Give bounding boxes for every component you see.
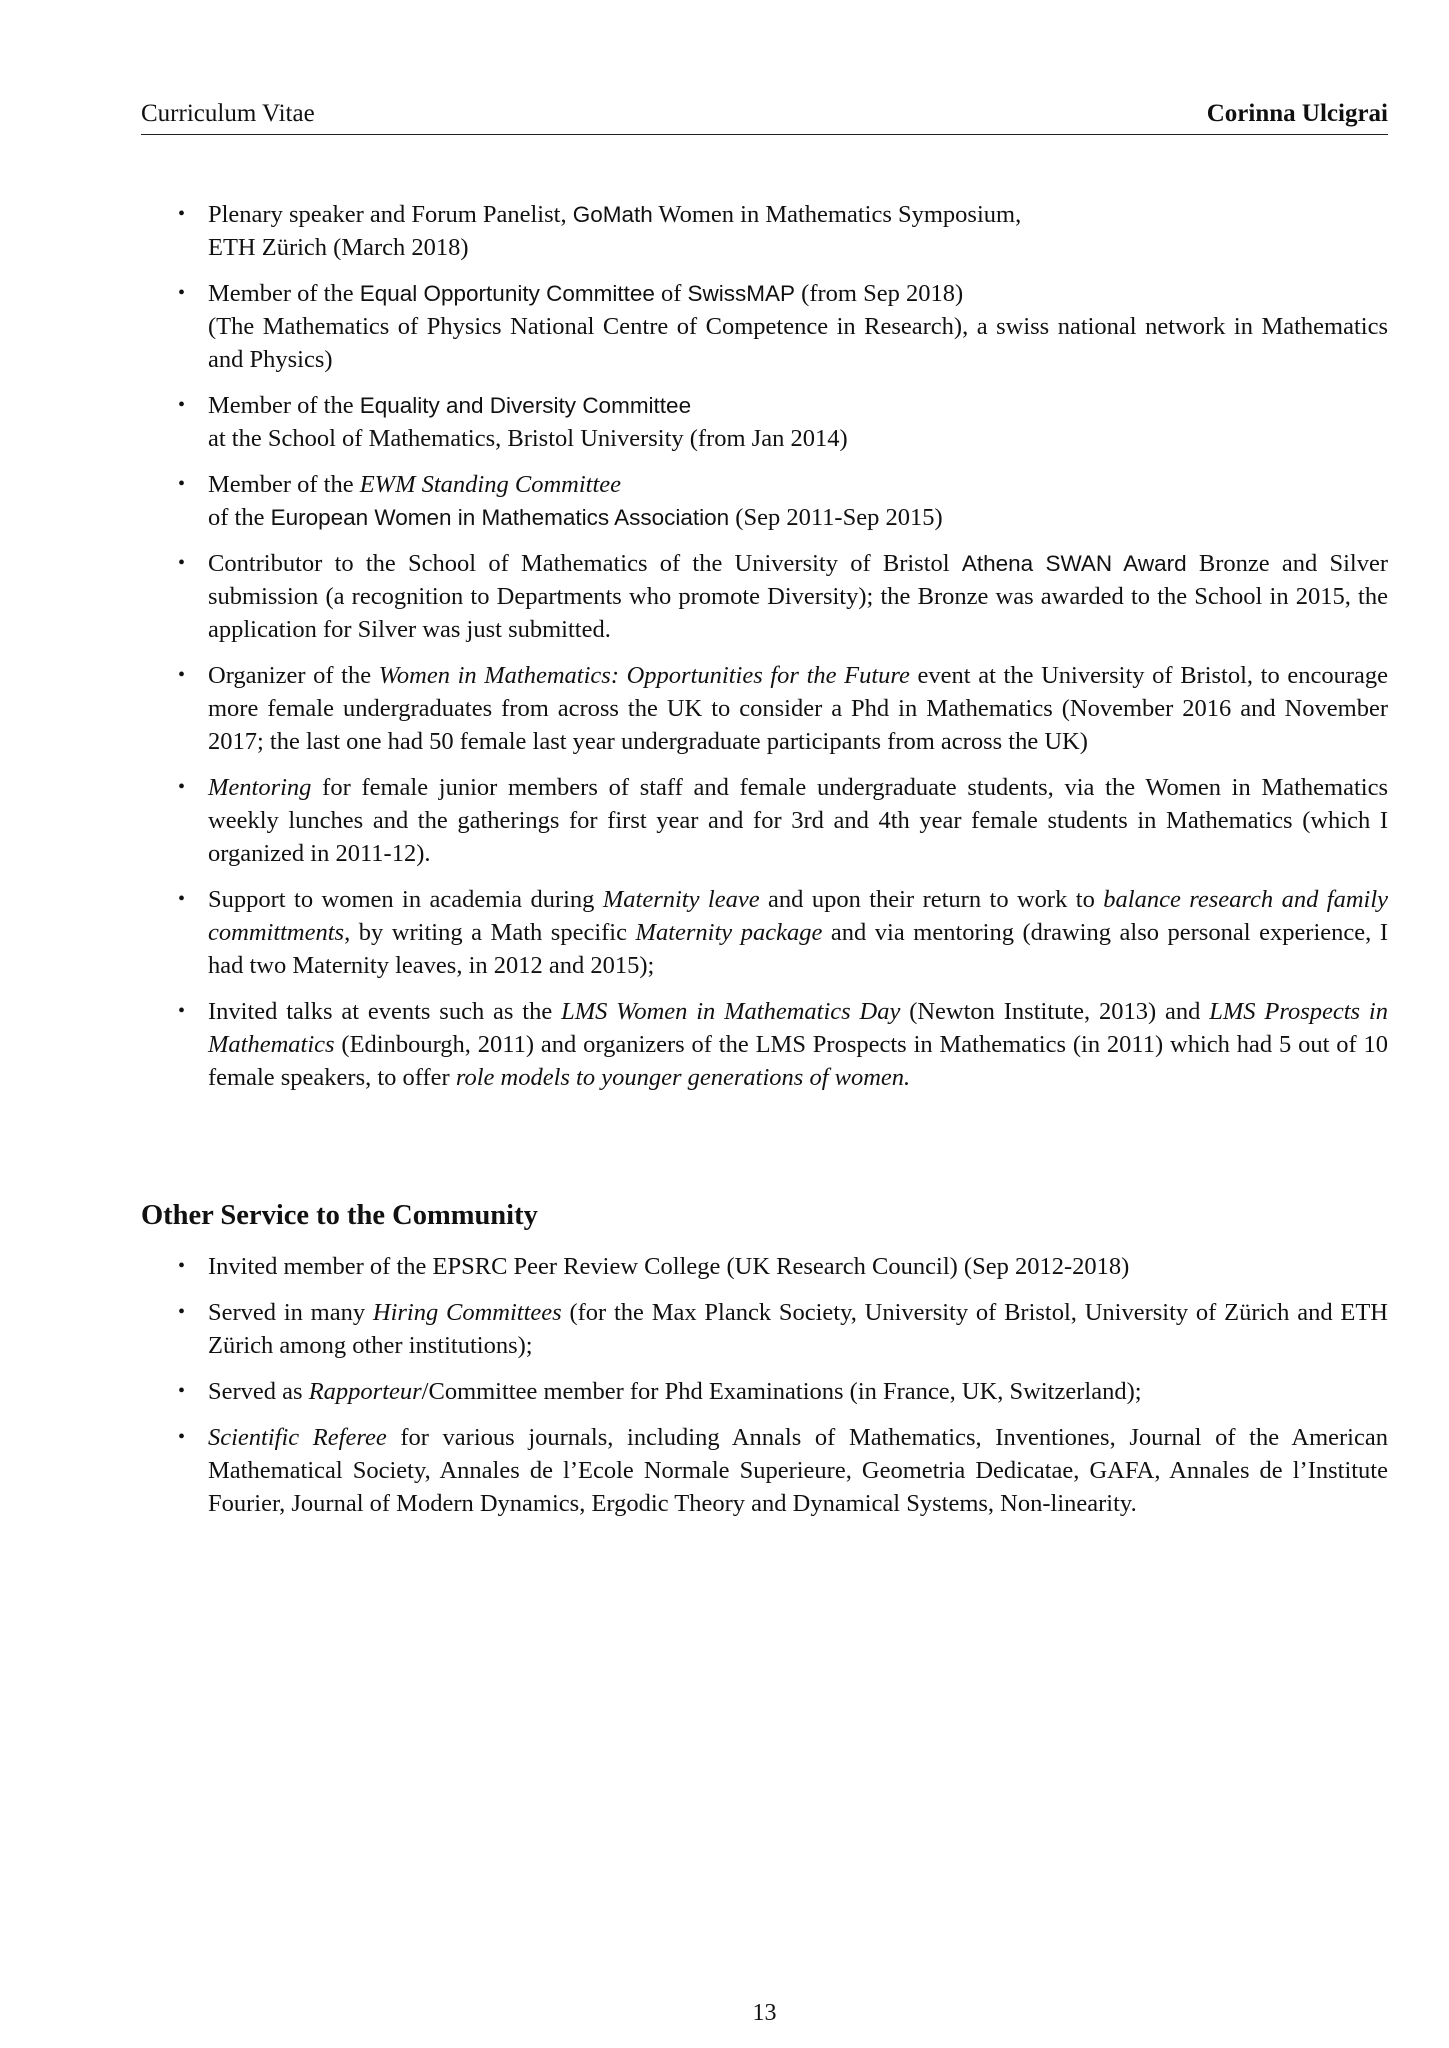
emphasis-text: EWM Standing Committee bbox=[359, 471, 622, 498]
item-text: Member of the bbox=[208, 471, 360, 498]
item-text: (for the Max Planck Society, University of Bristol, University of Zürich and ETH Zürich among other institutions); bbox=[208, 1299, 1388, 1359]
bullet-icon: • bbox=[178, 1301, 186, 1323]
bullet-icon: • bbox=[178, 1426, 186, 1448]
item-text: Member of the bbox=[208, 280, 360, 307]
item-text: of bbox=[654, 280, 688, 307]
highlighted-name: GoMath bbox=[572, 202, 653, 227]
list-item bbox=[141, 995, 1388, 1094]
bullet-icon: • bbox=[178, 282, 186, 304]
item-text: Member of the bbox=[208, 392, 360, 419]
list-item bbox=[141, 468, 1388, 534]
item-text: Served as bbox=[208, 1378, 309, 1405]
item-text: Served in many bbox=[208, 1299, 373, 1326]
item-text: Plenary speaker and Forum Panelist, bbox=[208, 201, 573, 228]
item-text: Bronze and Silver submission (a recognition to Departments who promote Diversity); the Bronze was awarded to the School in 2015, the application for Silver was just submitted. bbox=[208, 550, 1388, 643]
running-header bbox=[141, 98, 1388, 135]
item-text: for female junior members of staff and female undergraduate students, via the Women in Mathematics weekly lunches and the gatherings for first year and for 3rd and 4th year female students in Mathematics (which I organized in 2011-12). bbox=[208, 774, 1388, 867]
item-text: Organizer of the bbox=[208, 662, 379, 689]
emphasis-text: Rapporteur bbox=[308, 1378, 422, 1405]
bullet-icon: • bbox=[178, 776, 186, 798]
emphasis-text: role models to younger generations of women. bbox=[455, 1064, 911, 1091]
item-text: Women in Mathematics Symposium, bbox=[652, 201, 1022, 228]
emphasis-text: Women in Mathematics: Opportunities for the Future bbox=[378, 662, 910, 689]
item-text: Contributor to the School of Mathematics of the University of Bristol bbox=[208, 550, 962, 577]
bullet-icon: • bbox=[178, 664, 186, 686]
item-text: , by writing a Math specific bbox=[344, 919, 636, 946]
women-in-mathematics-list bbox=[141, 198, 1388, 1107]
list-item bbox=[141, 1375, 1388, 1408]
list-item bbox=[141, 659, 1388, 758]
highlighted-name: SwissMAP bbox=[687, 281, 796, 306]
item-text: Invited member of the EPSRC Peer Review College (UK Research Council) (Sep 2012-2018) bbox=[208, 1253, 1130, 1280]
highlighted-name: Equal Opportunity Committee bbox=[359, 281, 655, 306]
header-author-name: Corinna Ulcigrai bbox=[1206, 100, 1388, 127]
highlighted-name: Athena SWAN Award bbox=[961, 551, 1187, 576]
list-item bbox=[141, 771, 1388, 870]
item-text: Invited talks at events such as the bbox=[208, 998, 562, 1025]
bullet-icon: • bbox=[178, 1000, 186, 1022]
list-item bbox=[141, 389, 1388, 455]
bullet-icon: • bbox=[178, 394, 186, 416]
item-text: event at the University of Bristol, to encourage more female undergraduates from across the UK to consider a Phd in Mathematics (November 2016 and November 2017; the last one had 50 female last year undergraduate participants from across the UK) bbox=[208, 662, 1389, 755]
highlighted-name: Equality and Diversity Committee bbox=[359, 393, 692, 418]
list-item bbox=[141, 1421, 1388, 1520]
emphasis-text: Maternity package bbox=[635, 919, 823, 946]
list-item bbox=[141, 198, 1388, 264]
emphasis-text: Scientific Referee bbox=[208, 1424, 387, 1451]
bullet-icon: • bbox=[178, 888, 186, 910]
item-text: (Newton Institute, 2013) and bbox=[900, 998, 1210, 1025]
emphasis-text: balance research and family committments bbox=[208, 886, 1389, 946]
item-text: of the bbox=[208, 504, 271, 531]
emphasis-text: LMS Prospects in Mathematics bbox=[208, 998, 1388, 1058]
item-text: Support to women in academia during bbox=[208, 886, 603, 913]
item-text: and via mentoring (drawing also personal experience, I had two Maternity leaves, in 2012 and 2015); bbox=[208, 919, 1388, 979]
item-text: and upon their return to work to bbox=[759, 886, 1104, 913]
list-item bbox=[141, 1250, 1388, 1283]
list-item bbox=[141, 547, 1388, 646]
page-number: 13 bbox=[752, 2000, 777, 2026]
item-text: /Committee member for Phd Examinations (in France, UK, Switzerland); bbox=[421, 1378, 1142, 1405]
other-service-list bbox=[141, 1250, 1388, 1533]
list-item bbox=[141, 883, 1388, 982]
item-text: for various journals, including Annals of Mathematics, Inventiones, Journal of the American Mathematical Society, Annales de l’Ecole Normale Superieure, Geometria Dedicatae, GAFA, Annales de l’Institute Fourier, Journal of Modern Dynamics, Ergodic Theory and Dynamical Systems, Non-linearity. bbox=[208, 1424, 1388, 1517]
emphasis-text: Hiring Committees bbox=[372, 1299, 562, 1326]
item-text: (Edinbourgh, 2011) and organizers of the LMS Prospects in Mathematics (in 2011) which had 5 out of 10 female speakers, to offer bbox=[208, 1031, 1388, 1091]
bullet-icon: • bbox=[178, 203, 186, 225]
emphasis-text: LMS Women in Mathematics Day bbox=[561, 998, 901, 1025]
section-heading-other-service: Other Service to the Community bbox=[141, 1200, 538, 1231]
highlighted-name: European Women in Mathematics Association bbox=[270, 505, 730, 530]
item-text: (Sep 2011-Sep 2015) bbox=[729, 504, 943, 531]
emphasis-text: Maternity leave bbox=[602, 886, 760, 913]
bullet-icon: • bbox=[178, 1255, 186, 1277]
list-item bbox=[141, 277, 1388, 376]
item-text: (from Sep 2018) bbox=[795, 280, 964, 307]
item-text: ETH Zürich (March 2018) bbox=[208, 234, 469, 261]
header-document-title: Curriculum Vitae bbox=[141, 100, 315, 127]
bullet-icon: • bbox=[178, 1380, 186, 1402]
bullet-icon: • bbox=[178, 473, 186, 495]
item-text: (The Mathematics of Physics National Centre of Competence in Research), a swiss national network in Mathematics and Physics) bbox=[208, 313, 1388, 373]
list-item bbox=[141, 1296, 1388, 1362]
emphasis-text: Mentoring bbox=[208, 774, 312, 801]
bullet-icon: • bbox=[178, 552, 186, 574]
item-text: at the School of Mathematics, Bristol University (from Jan 2014) bbox=[208, 425, 848, 452]
